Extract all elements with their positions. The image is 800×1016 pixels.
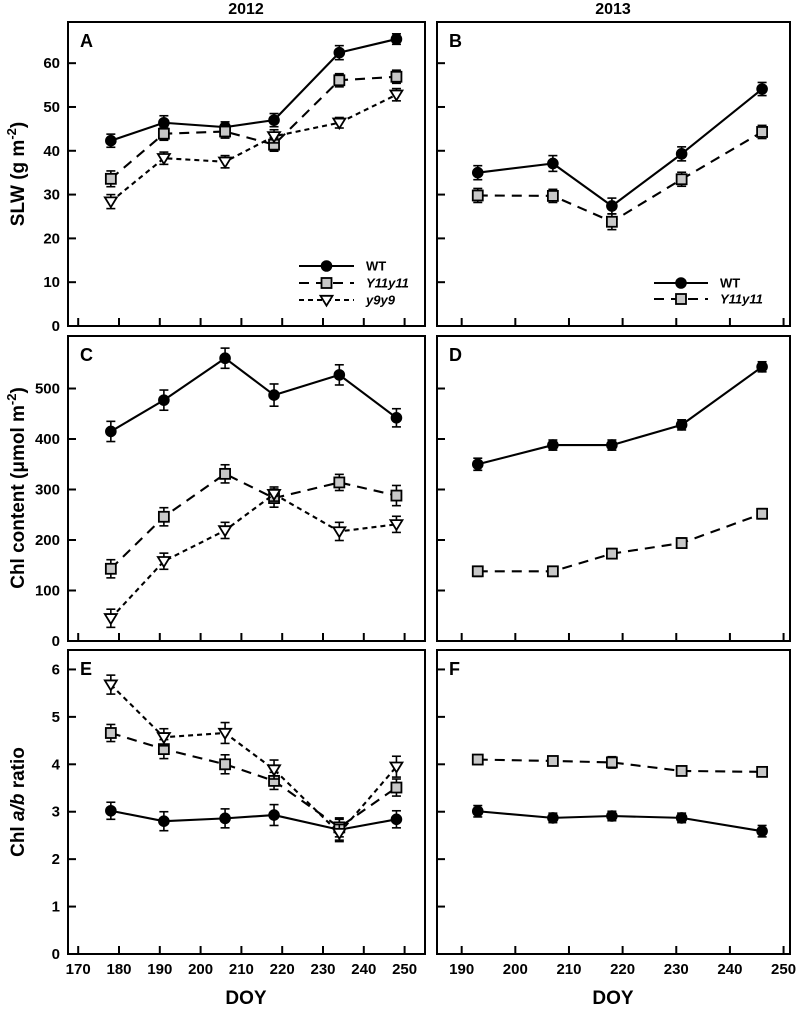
error-bars <box>106 89 401 209</box>
square-marker <box>607 549 617 559</box>
circle-marker <box>159 816 170 827</box>
series-Y11y11 <box>473 509 767 577</box>
triangle-down-marker <box>333 527 345 537</box>
triangle-down-marker <box>219 158 231 168</box>
triangle-down-marker <box>158 733 170 743</box>
x-tick-label: 240 <box>717 961 743 978</box>
square-marker <box>220 469 230 479</box>
circle-marker <box>106 426 117 437</box>
square-marker <box>757 767 767 777</box>
y-tick-label: 5 <box>51 708 60 726</box>
series-Y11y11 <box>106 724 402 836</box>
series-line <box>111 39 397 141</box>
series-line <box>111 77 397 179</box>
x-tick-label: 230 <box>663 961 689 978</box>
series-Y11y11 <box>473 755 767 777</box>
square-marker <box>677 766 687 776</box>
y-tick-label: 30 <box>43 186 60 204</box>
error-bars <box>106 70 401 187</box>
y-tick-label: 0 <box>51 946 60 963</box>
axis-ticks <box>438 389 784 640</box>
x-tick-label: 250 <box>392 961 418 978</box>
panels-layer <box>35 22 796 978</box>
triangle-down-marker <box>105 197 117 207</box>
x-tick-label: 220 <box>610 961 636 978</box>
series-line <box>478 132 762 222</box>
tick-labels <box>449 961 796 978</box>
markers <box>473 755 767 777</box>
y-tick-label: 400 <box>34 431 60 449</box>
y-tick-label: 1 <box>51 898 60 916</box>
y-tick-label: 100 <box>34 582 60 600</box>
x-axis-title-right: DOY <box>592 988 634 1009</box>
circle-marker <box>334 47 345 58</box>
legend-entry-Y11y11 <box>299 276 409 291</box>
y-tick-label: 50 <box>43 98 60 116</box>
square-marker <box>106 174 116 184</box>
tick-labels <box>43 55 60 335</box>
circle-marker <box>607 440 618 451</box>
panel-B <box>437 22 790 326</box>
series-line <box>111 494 397 618</box>
square-marker <box>757 127 767 137</box>
error-bars <box>106 802 401 840</box>
panel-C <box>35 336 425 650</box>
column-title-2012: 2012 <box>228 1 264 18</box>
series-line <box>111 474 397 569</box>
legend <box>654 276 763 307</box>
square-marker <box>106 564 116 574</box>
tick-labels <box>35 381 60 650</box>
x-tick-label: 200 <box>502 961 528 978</box>
circle-marker <box>220 353 231 364</box>
error-bars <box>473 82 766 213</box>
series-WT <box>106 802 402 840</box>
x-tick-label: 230 <box>310 961 336 978</box>
series-Y11y11 <box>106 465 402 578</box>
column-title-2013: 2013 <box>595 1 631 18</box>
panel-letter-c: C <box>80 345 93 365</box>
panel-letter-f: F <box>449 659 460 679</box>
series-line <box>478 89 762 206</box>
y-axis-title-chl-content: Chl content (μmol $m^{-2}$) <box>4 387 29 589</box>
series-WT <box>106 34 402 147</box>
y-tick-label: 0 <box>51 318 60 335</box>
markers <box>472 806 767 837</box>
square-marker <box>607 217 617 227</box>
square-marker <box>676 294 686 304</box>
square-marker <box>391 72 401 82</box>
series-line <box>478 760 762 772</box>
square-marker <box>391 491 401 501</box>
circle-marker <box>757 84 768 95</box>
square-marker <box>220 127 230 137</box>
error-bars <box>473 125 766 229</box>
legend <box>299 259 409 308</box>
triangle-down-marker <box>390 91 402 101</box>
square-marker <box>391 783 401 793</box>
circle-marker <box>548 440 559 451</box>
square-marker <box>322 278 332 288</box>
square-marker <box>334 477 344 487</box>
square-marker <box>473 190 483 200</box>
circle-marker <box>269 390 280 401</box>
panel-frame <box>68 650 425 954</box>
square-marker <box>677 174 687 184</box>
markers <box>473 509 767 577</box>
square-marker <box>677 538 687 548</box>
panel-frame <box>68 336 425 641</box>
circle-marker <box>220 813 231 824</box>
legend-entry-Y11y11 <box>654 292 763 307</box>
y-tick-label: 0 <box>51 633 60 650</box>
x-tick-label: 180 <box>106 961 132 978</box>
series-WT <box>472 362 767 471</box>
panel-frame <box>437 336 790 641</box>
x-tick-label: 240 <box>351 961 377 978</box>
circle-marker <box>269 115 280 126</box>
circle-marker <box>321 261 332 272</box>
markers <box>106 353 402 437</box>
y-tick-label: 500 <box>34 380 60 398</box>
circle-marker <box>106 805 117 816</box>
circle-marker <box>106 135 117 146</box>
y-tick-label: 4 <box>51 756 60 774</box>
legend-label: WT <box>366 258 387 274</box>
axis-ticks <box>69 669 405 953</box>
panel-letter-a: A <box>80 31 93 51</box>
x-tick-label: 170 <box>65 961 91 978</box>
circle-marker <box>472 806 483 817</box>
markers <box>105 91 403 208</box>
x-tick-label: 250 <box>771 961 797 978</box>
square-marker <box>548 566 558 576</box>
error-bars <box>106 34 401 147</box>
error-bars <box>473 509 766 577</box>
triangle-down-marker <box>105 680 117 690</box>
legend-entry-y9y9 <box>299 293 396 308</box>
series-line <box>111 685 397 833</box>
series-y9y9 <box>105 487 403 627</box>
legend-entry-WT <box>654 276 740 291</box>
series-Y11y11 <box>473 125 767 229</box>
x-tick-label: 210 <box>228 961 254 978</box>
square-marker <box>106 728 116 738</box>
y-tick-label: 10 <box>43 274 60 292</box>
circle-marker <box>676 149 687 160</box>
error-bars <box>473 755 766 777</box>
triangle-down-marker <box>219 729 231 739</box>
series-y9y9 <box>105 89 403 209</box>
markers <box>106 34 402 146</box>
error-bars <box>106 724 401 836</box>
series-WT <box>472 82 767 213</box>
panel-D <box>437 336 790 641</box>
circle-marker <box>757 362 768 373</box>
x-tick-label: 220 <box>269 961 295 978</box>
y-tick-label: 60 <box>43 55 60 73</box>
x-axis-title-left: DOY <box>225 988 267 1009</box>
series-WT <box>472 806 767 837</box>
square-marker <box>334 75 344 85</box>
error-bars <box>106 348 401 441</box>
circle-marker <box>391 413 402 424</box>
legend-entry-WT <box>299 259 386 274</box>
y-tick-label: 3 <box>51 803 60 821</box>
y-axis-title-chl-ab-ratio: Chl a/b ratio <box>8 747 29 857</box>
markers <box>473 127 767 227</box>
panel-E <box>52 650 425 978</box>
error-bars <box>106 465 401 578</box>
circle-marker <box>334 370 345 381</box>
square-marker <box>473 755 483 765</box>
legend-label: Y11y11 <box>366 275 409 291</box>
square-marker <box>548 191 558 201</box>
square-marker <box>159 129 169 139</box>
legend-label: Y11y11 <box>720 291 763 307</box>
circle-marker <box>676 278 687 289</box>
panel-F <box>437 650 796 978</box>
markers <box>472 84 767 212</box>
square-marker <box>220 759 230 769</box>
error-bars <box>473 806 766 837</box>
circle-marker <box>472 167 483 178</box>
square-marker <box>548 756 558 766</box>
circle-marker <box>159 395 170 406</box>
circle-marker <box>607 201 618 212</box>
series-line <box>478 367 762 464</box>
circle-marker <box>269 810 280 821</box>
triangle-down-marker <box>219 526 231 536</box>
series-line <box>111 358 397 431</box>
triangle-down-marker <box>105 614 117 624</box>
square-marker <box>757 509 767 519</box>
y-tick-label: 200 <box>34 532 60 550</box>
circle-marker <box>391 814 402 825</box>
series-line <box>111 811 397 830</box>
panel-frame <box>437 650 790 954</box>
series-line <box>111 733 397 827</box>
y-tick-label: 20 <box>43 230 60 248</box>
legend-label: y9y9 <box>366 292 395 308</box>
series-WT <box>106 348 402 441</box>
panel-letter-b: B <box>449 31 462 51</box>
circle-marker <box>391 34 402 45</box>
legend-label: WT <box>720 275 741 291</box>
circle-marker <box>548 813 559 824</box>
x-tick-label: 190 <box>147 961 173 978</box>
markers <box>106 805 402 835</box>
y-tick-label: 300 <box>34 481 60 499</box>
x-tick-label: 190 <box>449 961 475 978</box>
x-tick-label: 200 <box>188 961 214 978</box>
panel-A <box>43 22 425 335</box>
y-tick-label: 6 <box>51 661 60 679</box>
circle-marker <box>676 813 687 824</box>
markers <box>106 469 402 574</box>
panel-letter-d: D <box>449 345 462 365</box>
circle-marker <box>472 459 483 470</box>
y-axis-title-slw: SLW (g $m^{-2}$) <box>4 121 29 227</box>
circle-marker <box>757 826 768 837</box>
square-marker <box>607 757 617 767</box>
panel-letter-e: E <box>80 659 93 679</box>
series-line <box>111 95 397 202</box>
series-line <box>478 811 762 831</box>
square-marker <box>473 566 483 576</box>
y-tick-label: 2 <box>51 851 60 869</box>
x-tick-label: 210 <box>556 961 582 978</box>
triangle-down-marker <box>268 765 280 775</box>
square-marker <box>159 512 169 522</box>
series-line <box>478 514 762 572</box>
circle-marker <box>676 420 687 431</box>
circle-marker <box>548 158 559 169</box>
circle-marker <box>607 811 618 822</box>
y-tick-label: 40 <box>43 142 60 160</box>
